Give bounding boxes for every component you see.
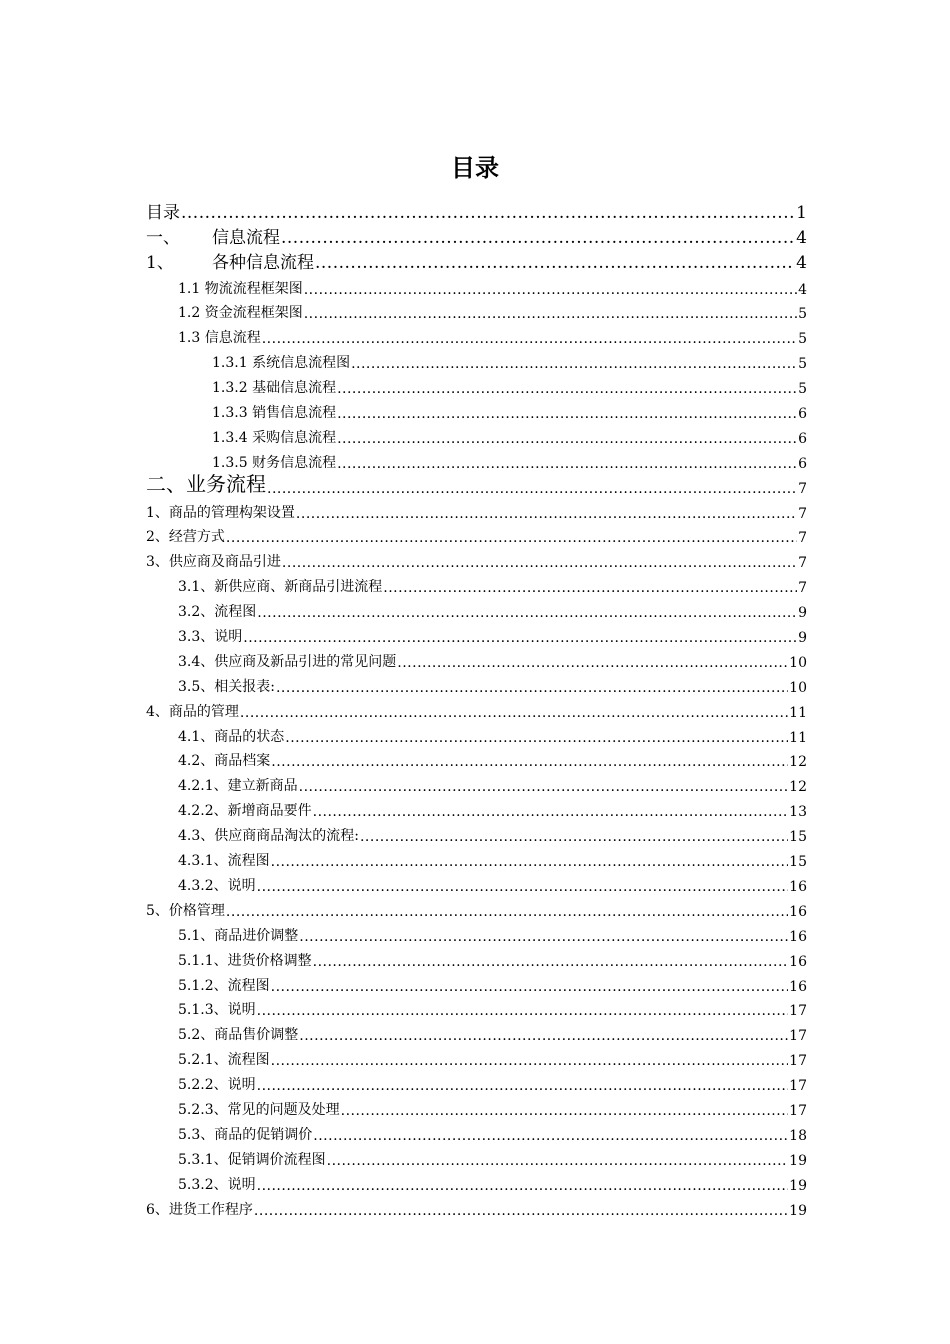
toc-leader — [351, 357, 797, 371]
toc-page-number: 19 — [789, 1177, 807, 1194]
toc-entry-text: 5.1、商品进价调整 — [178, 927, 299, 944]
toc-entry[interactable] — [146, 696, 807, 721]
toc-leader — [299, 780, 789, 794]
toc-entry[interactable] — [146, 347, 807, 372]
toc-leader — [240, 706, 788, 720]
toc-entry-text: 3.4、供应商及新品引进的常见问题 — [178, 653, 397, 670]
toc-page-number: 17 — [789, 1028, 807, 1045]
toc-leader — [315, 255, 795, 272]
toc-entry-text: 5.2.2、说明 — [178, 1077, 256, 1094]
toc-entry-text: 2、经营方式 — [146, 529, 225, 546]
toc-entry-text: 3.2、流程图 — [178, 604, 257, 621]
toc-entry-text: 4.2、商品档案 — [178, 753, 271, 770]
toc-leader — [341, 1104, 789, 1118]
toc-entry[interactable] — [146, 372, 807, 397]
toc-entry-text: 4.3.2、说明 — [178, 877, 256, 894]
toc-entry-text: 5.1.3、说明 — [178, 1002, 256, 1019]
toc-entry-text: 3.1、新供应商、新商品引进流程 — [178, 579, 383, 596]
toc-page-number: 17 — [789, 1078, 807, 1095]
toc-entry[interactable] — [146, 646, 807, 671]
toc-entry-text: 3.3、说明 — [178, 629, 243, 646]
toc-entry-text: 5.2、商品售价调整 — [178, 1027, 299, 1044]
toc-entry[interactable] — [146, 1069, 807, 1094]
toc-entry[interactable] — [146, 397, 807, 422]
toc-leader — [304, 283, 797, 297]
toc-leader — [257, 1079, 789, 1093]
toc-page-number: 11 — [789, 729, 807, 746]
toc-entry[interactable] — [146, 820, 807, 845]
toc-leader — [181, 205, 795, 222]
toc-entry-text: 各种信息流程 — [212, 252, 314, 273]
toc-leader — [257, 606, 797, 620]
toc-entry-text: 5.3.1、促销调价流程图 — [178, 1151, 326, 1168]
toc-leader — [304, 307, 797, 321]
toc-page-number: 5 — [798, 356, 807, 373]
toc-entry[interactable] — [146, 596, 807, 621]
toc-leader — [226, 905, 788, 919]
toc-leader — [281, 230, 795, 247]
toc-entry-number: 一、 — [146, 227, 180, 248]
toc-leader — [313, 955, 789, 969]
toc-entry-text: 4.2.1、建立新商品 — [178, 778, 298, 795]
toc-leader — [257, 1179, 789, 1193]
toc-entry-text: 5.1.2、流程图 — [178, 977, 270, 994]
toc-page-number: 18 — [789, 1127, 807, 1144]
toc-entry[interactable] — [146, 1094, 807, 1119]
toc-leader — [296, 507, 797, 521]
toc-page-number: 16 — [789, 928, 807, 945]
toc-entry[interactable] — [146, 522, 807, 547]
toc-entry-text: 1.3.1 系统信息流程图 — [212, 355, 351, 372]
toc-entry-text: 5.2.3、常见的问题及处理 — [178, 1101, 340, 1118]
toc-page-number: 10 — [789, 654, 807, 671]
toc-entry[interactable] — [146, 1044, 807, 1069]
toc-leader — [397, 656, 788, 670]
toc-entry-text: 4.1、商品的状态 — [178, 728, 285, 745]
toc-page-number: 12 — [789, 779, 807, 796]
toc-leader — [271, 755, 788, 769]
toc-entry[interactable] — [146, 895, 807, 920]
toc-entry[interactable] — [146, 273, 807, 298]
toc-entry[interactable] — [146, 1144, 807, 1169]
toc-entry-text: 4.2.2、新增商品要件 — [178, 803, 312, 820]
toc-entry-text: 1.3.2 基础信息流程 — [212, 380, 337, 397]
toc-leader — [337, 432, 797, 446]
toc-entry-text: 6、进货工作程序 — [146, 1201, 253, 1218]
toc-entry-text: 5.3.2、说明 — [178, 1176, 256, 1193]
toc-page-number: 7 — [798, 505, 807, 522]
toc-entry[interactable] — [146, 1119, 807, 1144]
toc-title: 目录 — [451, 154, 499, 182]
toc-page-number: 5 — [798, 331, 807, 348]
toc-entry-text: 1.3.4 采购信息流程 — [212, 429, 337, 446]
toc-page-number: 5 — [798, 306, 807, 323]
toc-page-number: 17 — [789, 1102, 807, 1119]
toc-entry-text: 目录 — [146, 202, 180, 223]
toc-page-number: 19 — [789, 1152, 807, 1169]
toc-entry-text: 4.3、供应商商品淘汰的流程: — [178, 828, 359, 845]
toc-leader — [337, 407, 797, 421]
toc-leader — [337, 382, 797, 396]
toc-entry[interactable] — [146, 920, 807, 945]
toc-entry[interactable] — [146, 298, 807, 323]
toc-page-number: 16 — [789, 953, 807, 970]
toc-page-number: 16 — [789, 903, 807, 920]
toc-page-number: 16 — [789, 878, 807, 895]
toc-leader — [282, 556, 797, 570]
toc-page-number: 6 — [798, 430, 807, 447]
toc-entry-text: 3.5、相关报表: — [178, 678, 275, 695]
toc-page-number: 12 — [789, 754, 807, 771]
toc-entry[interactable] — [146, 1019, 807, 1044]
toc-entry-text: 4.3.1、流程图 — [178, 853, 270, 870]
toc-entry[interactable] — [146, 422, 807, 447]
toc-page-number: 15 — [789, 854, 807, 871]
toc-entry-text: 5、价格管理 — [146, 902, 225, 919]
toc-leader — [271, 855, 789, 869]
toc-entry-text: 5.2.1、流程图 — [178, 1052, 270, 1069]
toc-entry-text: 信息流程 — [212, 227, 280, 248]
toc-page-number: 15 — [789, 829, 807, 846]
toc-leader — [327, 1154, 789, 1168]
toc-entry-text: 1.3.5 财务信息流程 — [212, 454, 337, 471]
toc-entry-text: 4、商品的管理 — [146, 703, 239, 720]
toc-entry[interactable] — [146, 248, 807, 273]
toc-leader — [262, 332, 797, 346]
toc-page-number: 4 — [798, 281, 807, 298]
toc-entry-text: 1.1 物流流程框架图 — [178, 280, 303, 297]
toc-entry[interactable] — [146, 322, 807, 347]
toc-leader — [337, 457, 797, 471]
toc-page-number: 10 — [789, 679, 807, 696]
toc-page-number: 7 — [798, 555, 807, 572]
toc-page-number: 6 — [798, 455, 807, 472]
toc-leader — [271, 980, 789, 994]
toc-entry-number: 1、 — [146, 252, 174, 273]
toc-entry[interactable] — [146, 621, 807, 646]
toc-page-number: 6 — [798, 406, 807, 423]
toc-page-number: 16 — [789, 978, 807, 995]
toc-page-number: 1 — [796, 202, 807, 223]
toc-page-number: 9 — [798, 630, 807, 647]
toc-entry-text: 5.3、商品的促销调价 — [178, 1126, 313, 1143]
toc-entry-text: 1、商品的管理构架设置 — [146, 504, 295, 521]
toc-entry-text: 3、供应商及商品引进 — [146, 554, 281, 571]
toc-entry-text: 1.3.3 销售信息流程 — [212, 405, 337, 422]
toc-entry-text: 1.3 信息流程 — [178, 330, 261, 347]
toc-page-number: 7 — [798, 480, 807, 497]
toc-page-number: 9 — [798, 605, 807, 622]
toc-entry[interactable] — [146, 671, 807, 696]
toc-entry[interactable] — [146, 198, 807, 223]
toc-page-number: 13 — [789, 804, 807, 821]
toc-entry[interactable] — [146, 1169, 807, 1194]
toc-entry[interactable] — [146, 945, 807, 970]
toc-leader — [383, 581, 797, 595]
toc-leader — [254, 1204, 788, 1218]
toc-leader — [257, 1004, 789, 1018]
toc-entry[interactable] — [146, 497, 807, 522]
toc-entry-text: 二、业务流程 — [146, 471, 266, 496]
table-of-contents — [146, 198, 807, 1219]
toc-page-number: 4 — [796, 252, 807, 273]
toc-leader — [313, 805, 789, 819]
toc-page-number: 7 — [798, 530, 807, 547]
toc-page-number: 17 — [789, 1053, 807, 1070]
toc-page-number: 7 — [798, 580, 807, 597]
toc-entry[interactable] — [146, 472, 807, 497]
toc-entry[interactable] — [146, 845, 807, 870]
toc-entry[interactable] — [146, 571, 807, 596]
toc-page-number: 5 — [798, 381, 807, 398]
toc-entry[interactable] — [146, 1194, 807, 1219]
toc-entry[interactable] — [146, 995, 807, 1020]
toc-entry-text: 1.2 资金流程框架图 — [178, 305, 303, 322]
toc-entry[interactable] — [146, 970, 807, 995]
toc-page-number: 11 — [789, 704, 807, 721]
toc-page-number: 19 — [789, 1202, 807, 1219]
toc-entry[interactable] — [146, 746, 807, 771]
toc-page-number: 17 — [789, 1003, 807, 1020]
toc-leader — [267, 482, 797, 496]
toc-leader — [243, 631, 797, 645]
toc-leader — [226, 531, 797, 545]
toc-leader — [271, 1054, 789, 1068]
toc-leader — [313, 1129, 788, 1143]
toc-entry[interactable] — [146, 721, 807, 746]
toc-entry[interactable] — [146, 770, 807, 795]
toc-entry-text: 5.1.1、进货价格调整 — [178, 952, 312, 969]
toc-page-number: 4 — [796, 227, 807, 248]
toc-leader — [360, 830, 788, 844]
toc-leader — [285, 731, 788, 745]
toc-entry[interactable] — [146, 223, 807, 248]
toc-leader — [276, 681, 788, 695]
toc-leader — [257, 880, 789, 894]
toc-leader — [299, 1029, 788, 1043]
toc-entry[interactable] — [146, 546, 807, 571]
toc-leader — [299, 930, 788, 944]
toc-entry[interactable] — [146, 795, 807, 820]
toc-entry[interactable] — [146, 870, 807, 895]
